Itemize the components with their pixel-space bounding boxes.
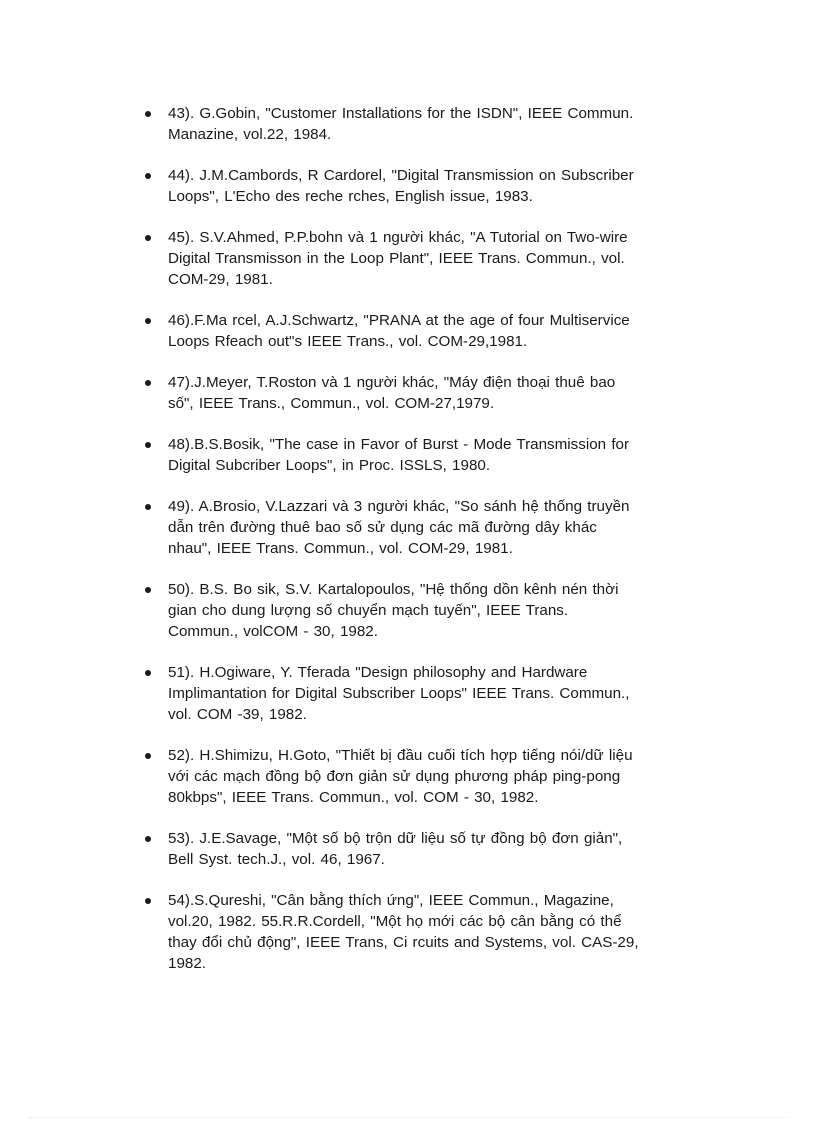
reference-text-line: 47).J.Meyer, T.Roston và 1 người khác, "Máy điện thoại thuê bao xyxy=(168,374,616,391)
reference-text-line: với các mạch đồng bộ đơn giản sử dụng phương pháp ping-pong xyxy=(168,768,621,785)
reference-text-line: 52). H.Shimizu, H.Goto, "Thiết bị đầu cuối tích hợp tiếng nói/dữ liệu xyxy=(168,747,633,764)
reference-text-line: Manazine, vol.22, 1984. xyxy=(168,126,332,143)
reference-text-line: thay đổi chủ động", IEEE Trans, Ci rcuits and Systems, vol. CAS-29, xyxy=(168,934,639,951)
bullet-icon xyxy=(145,587,151,593)
reference-text-line: Digital Transmisson in the Loop Plant", IEEE Trans. Commun., vol. xyxy=(168,250,625,267)
reference-text-line: 46).F.Ma rcel, A.J.Schwartz, "PRANA at the age of four Multiservice xyxy=(168,312,630,329)
bullet-icon xyxy=(145,898,151,904)
reference-text-line: vol.20, 1982. 55.R.R.Cordell, "Một họ mới các bộ cân bằng có thể xyxy=(168,913,622,930)
bullet-icon xyxy=(145,670,151,676)
reference-item xyxy=(145,434,705,476)
bullet-icon xyxy=(145,504,151,510)
bullet-icon xyxy=(145,235,151,241)
reference-item xyxy=(145,165,705,207)
reference-text-line: 44). J.M.Cambords, R Cardorel, "Digital Transmission on Subscriber xyxy=(168,167,634,184)
bullet-icon xyxy=(145,442,151,448)
reference-text-line: Bell Syst. tech.J., vol. 46, 1967. xyxy=(168,851,385,868)
reference-item xyxy=(145,227,705,290)
reference-text-line: Digital Subcriber Loops", in Proc. ISSLS, 1980. xyxy=(168,457,491,474)
bullet-icon xyxy=(145,753,151,759)
reference-text-line: 54).S.Qureshi, "Cân bằng thích ứng", IEEE Commun., Magazine, xyxy=(168,892,614,909)
bullet-icon xyxy=(145,836,151,842)
reference-text-line: 43). G.Gobin, "Customer Installations for the ISDN", IEEE Commun. xyxy=(168,105,634,122)
reference-text-line: COM-29, 1981. xyxy=(168,271,273,288)
bullet-icon xyxy=(145,173,151,179)
reference-text-line: số", IEEE Trans., Commun., vol. COM-27,1979. xyxy=(168,395,495,412)
reference-item xyxy=(145,579,705,642)
bullet-icon xyxy=(145,380,151,386)
reference-text-line: dẫn trên đường thuê bao số sử dụng các mã đường dây khác xyxy=(168,519,597,536)
reference-text-line: 48).B.S.Bosik, "The case in Favor of Burst - Mode Transmission for xyxy=(168,436,630,453)
reference-text-line: nhau", IEEE Trans. Commun., vol. COM-29, 1981. xyxy=(168,540,513,557)
reference-text-line: 51). H.Ogiware, Y. Tferada "Design philosophy and Hardware xyxy=(168,664,588,681)
reference-item xyxy=(145,496,705,559)
reference-text-line: Commun., volCOM - 30, 1982. xyxy=(168,623,378,640)
reference-item xyxy=(145,745,705,808)
reference-text-line: 53). J.E.Savage, "Một số bộ trộn dữ liệu số tự đồng bộ đơn giản", xyxy=(168,830,623,847)
page-bottom-divider xyxy=(28,1117,788,1118)
reference-item xyxy=(145,662,705,725)
reference-text-line: 1982. xyxy=(168,955,207,972)
reference-text-line: Loops", L'Echo des reche rches, English issue, 1983. xyxy=(168,188,533,205)
reference-text-line: gian cho dung lượng số chuyển mạch tuyến", IEEE Trans. xyxy=(168,602,569,619)
reference-text-line: 50). B.S. Bo sik, S.V. Kartalopoulos, "Hệ thống dồn kênh nén thời xyxy=(168,581,619,598)
bullet-icon xyxy=(145,111,151,117)
reference-text-line: Implimantation for Digital Subscriber Loops" IEEE Trans. Commun., xyxy=(168,685,630,702)
reference-item xyxy=(145,310,705,352)
reference-item xyxy=(145,828,705,870)
reference-item xyxy=(145,372,705,414)
reference-text-line: 49). A.Brosio, V.Lazzari và 3 người khác, "So sánh hệ thống truyền xyxy=(168,498,630,515)
reference-item xyxy=(145,103,705,145)
reference-text-line: Loops Rfeach out"s IEEE Trans., vol. COM-29,1981. xyxy=(168,333,528,350)
reference-text-line: 80kbps", IEEE Trans. Commun., vol. COM - 30, 1982. xyxy=(168,789,539,806)
bullet-icon xyxy=(145,318,151,324)
reference-item xyxy=(145,890,705,974)
reference-list xyxy=(145,103,705,994)
reference-text-line: vol. COM -39, 1982. xyxy=(168,706,307,723)
reference-text-line: 45). S.V.Ahmed, P.P.bohn và 1 người khác, "A Tutorial on Two-wire xyxy=(168,229,628,246)
